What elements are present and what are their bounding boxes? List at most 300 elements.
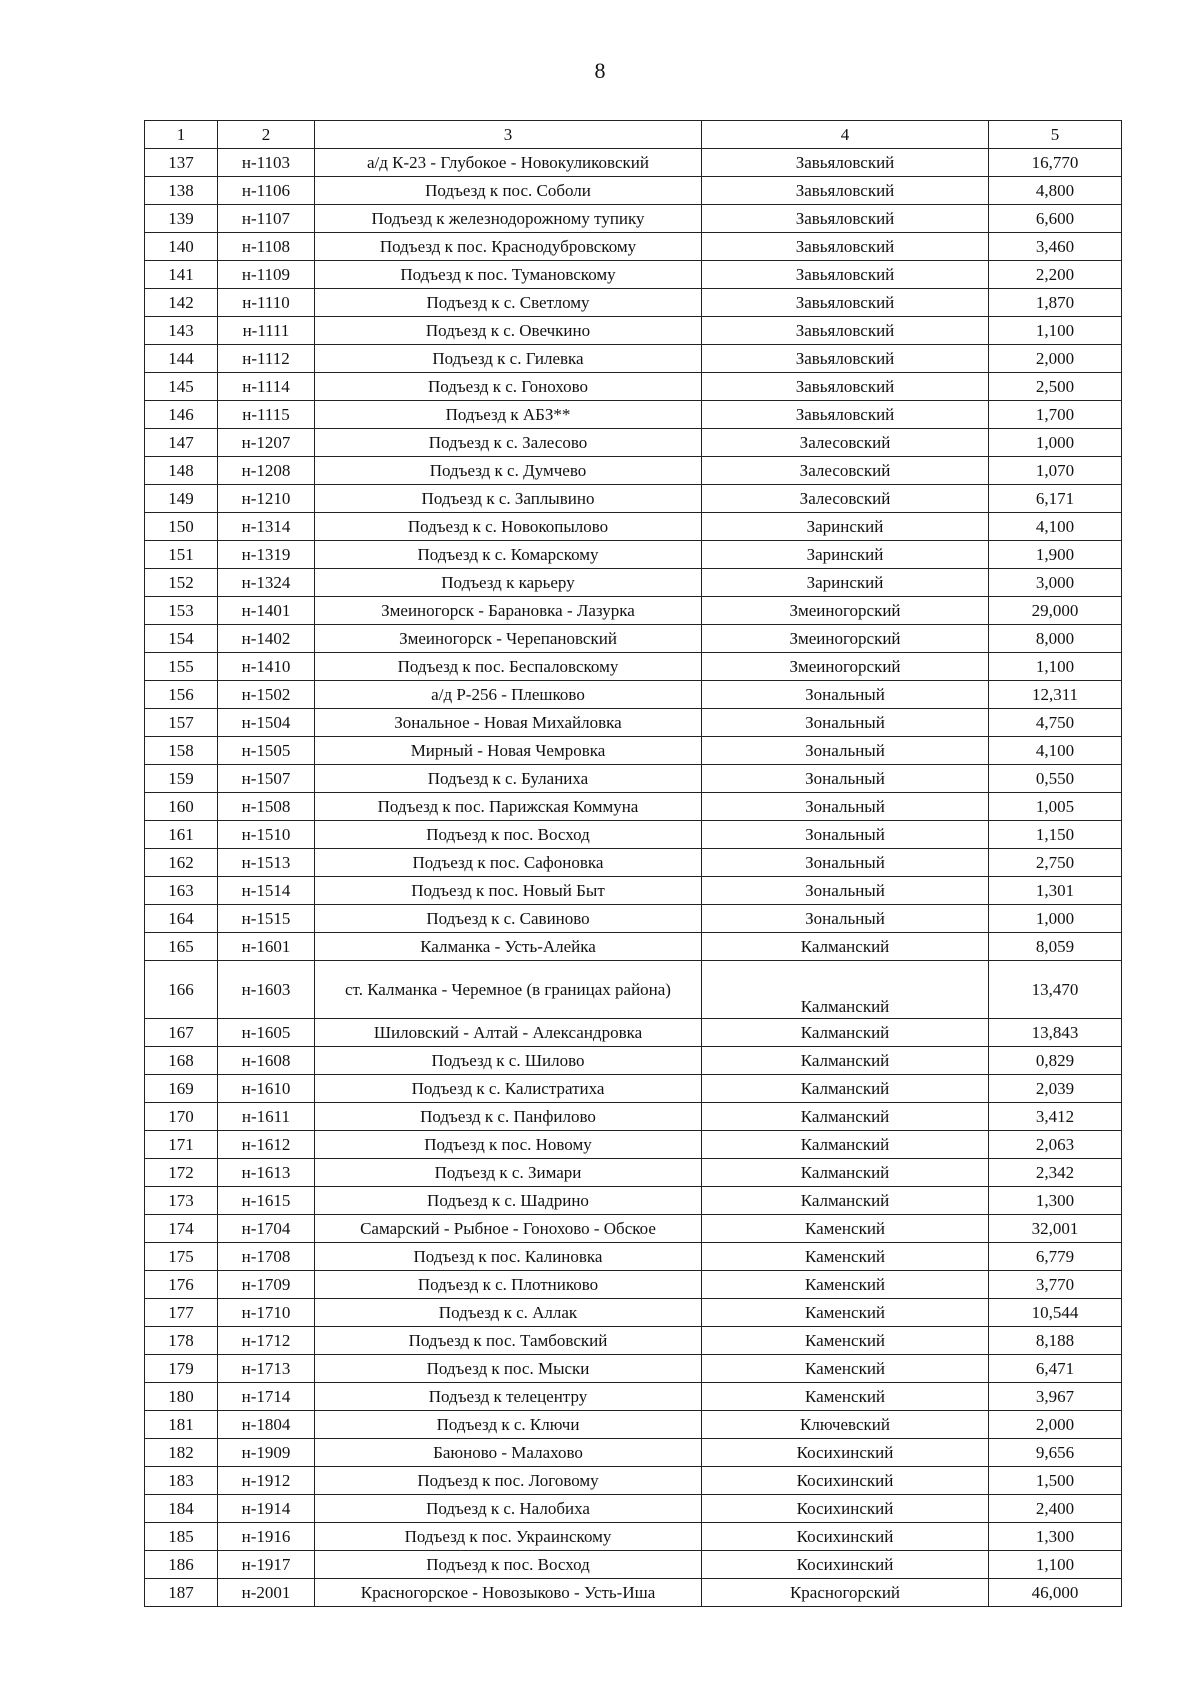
- table-row: [145, 233, 1122, 261]
- road-name-cell: Самарский - Рыбное - Гонохово - Обское: [315, 1215, 702, 1243]
- district-cell: Заринский: [702, 541, 989, 569]
- length-cell: 1,100: [989, 1551, 1122, 1579]
- road-name-cell: Змеиногорск - Барановка - Лазурка: [315, 597, 702, 625]
- road-name-cell: Подъезд к с. Шадрино: [315, 1187, 702, 1215]
- length-cell: 1,000: [989, 429, 1122, 457]
- row-number-cell: 141: [145, 261, 218, 289]
- district-cell: Зональный: [702, 821, 989, 849]
- row-number-cell: 138: [145, 177, 218, 205]
- road-name-cell: Подъезд к с. Зимари: [315, 1159, 702, 1187]
- length-cell: 4,800: [989, 177, 1122, 205]
- length-cell: 6,171: [989, 485, 1122, 513]
- table-row: [145, 1523, 1122, 1551]
- row-number-cell: 148: [145, 457, 218, 485]
- row-number-cell: 154: [145, 625, 218, 653]
- table-row: [145, 1047, 1122, 1075]
- road-name-cell: Подъезд к пос. Калиновка: [315, 1243, 702, 1271]
- table-row: [145, 513, 1122, 541]
- row-number-cell: 157: [145, 709, 218, 737]
- table-row: [145, 933, 1122, 961]
- row-number-cell: 147: [145, 429, 218, 457]
- road-name-cell: Подъезд к пос. Тумановскому: [315, 261, 702, 289]
- district-cell: Змеиногорский: [702, 625, 989, 653]
- row-number-cell: 163: [145, 877, 218, 905]
- length-cell: 1,900: [989, 541, 1122, 569]
- length-cell: 1,100: [989, 317, 1122, 345]
- length-cell: 6,600: [989, 205, 1122, 233]
- length-cell: 1,000: [989, 905, 1122, 933]
- row-number-cell: 187: [145, 1579, 218, 1607]
- district-cell: Калманский: [702, 933, 989, 961]
- district-cell: Каменский: [702, 1299, 989, 1327]
- length-cell: 1,500: [989, 1467, 1122, 1495]
- road-name-cell: Подъезд к с. Ключи: [315, 1411, 702, 1439]
- row-number-cell: 176: [145, 1271, 218, 1299]
- road-code-cell: н-1917: [218, 1551, 315, 1579]
- road-code-cell: н-1507: [218, 765, 315, 793]
- district-cell: Каменский: [702, 1383, 989, 1411]
- row-number-cell: 183: [145, 1467, 218, 1495]
- road-code-cell: н-1103: [218, 149, 315, 177]
- district-cell: Зональный: [702, 905, 989, 933]
- road-name-cell: Подъезд к пос. Краснодубровскому: [315, 233, 702, 261]
- road-code-cell: н-1111: [218, 317, 315, 345]
- length-cell: 8,188: [989, 1327, 1122, 1355]
- row-number-cell: 185: [145, 1523, 218, 1551]
- length-cell: 10,544: [989, 1299, 1122, 1327]
- row-number-cell: 175: [145, 1243, 218, 1271]
- district-cell: Завьяловский: [702, 261, 989, 289]
- district-cell: Зональный: [702, 849, 989, 877]
- table-header-row: [145, 121, 1122, 149]
- road-code-cell: н-1914: [218, 1495, 315, 1523]
- table-row: [145, 149, 1122, 177]
- table-row: [145, 681, 1122, 709]
- road-code-cell: н-1605: [218, 1019, 315, 1047]
- road-code-cell: н-1106: [218, 177, 315, 205]
- table-row: [145, 205, 1122, 233]
- row-number-cell: 169: [145, 1075, 218, 1103]
- road-name-cell: Мирный - Новая Чемровка: [315, 737, 702, 765]
- district-cell: Зональный: [702, 681, 989, 709]
- row-number-cell: 171: [145, 1131, 218, 1159]
- road-name-cell: Подъезд к АБЗ**: [315, 401, 702, 429]
- table-row: [145, 401, 1122, 429]
- district-cell: Каменский: [702, 1327, 989, 1355]
- length-cell: 1,005: [989, 793, 1122, 821]
- road-code-cell: н-1410: [218, 653, 315, 681]
- length-cell: 1,300: [989, 1523, 1122, 1551]
- table-row: [145, 1131, 1122, 1159]
- road-name-cell: Подъезд к с. Светлому: [315, 289, 702, 317]
- district-cell: Красногорский: [702, 1579, 989, 1607]
- length-cell: 16,770: [989, 149, 1122, 177]
- row-number-cell: 180: [145, 1383, 218, 1411]
- district-cell: Завьяловский: [702, 345, 989, 373]
- table-row: [145, 1551, 1122, 1579]
- district-cell: Залесовский: [702, 429, 989, 457]
- road-code-cell: н-1613: [218, 1159, 315, 1187]
- district-cell: Зональный: [702, 737, 989, 765]
- table-row: [145, 1355, 1122, 1383]
- table-row: [145, 653, 1122, 681]
- row-number-cell: 144: [145, 345, 218, 373]
- row-number-cell: 151: [145, 541, 218, 569]
- table-row: [145, 877, 1122, 905]
- row-number-cell: 146: [145, 401, 218, 429]
- district-cell: Каменский: [702, 1215, 989, 1243]
- road-code-cell: н-1610: [218, 1075, 315, 1103]
- table-row: [145, 1467, 1122, 1495]
- road-code-cell: н-1608: [218, 1047, 315, 1075]
- road-name-cell: Подъезд к железнодорожному тупику: [315, 205, 702, 233]
- road-code-cell: н-1510: [218, 821, 315, 849]
- row-number-cell: 149: [145, 485, 218, 513]
- district-cell: Каменский: [702, 1243, 989, 1271]
- table-row: [145, 1579, 1122, 1607]
- row-number-cell: 160: [145, 793, 218, 821]
- length-cell: 1,300: [989, 1187, 1122, 1215]
- row-number-cell: 158: [145, 737, 218, 765]
- road-name-cell: Зональное - Новая Михайловка: [315, 709, 702, 737]
- district-cell: Змеиногорский: [702, 597, 989, 625]
- road-name-cell: Подъезд к пос. Новому: [315, 1131, 702, 1159]
- road-name-cell: Подъезд к с. Гилевка: [315, 345, 702, 373]
- road-code-cell: н-1114: [218, 373, 315, 401]
- table-row: [145, 1103, 1122, 1131]
- district-cell: Завьяловский: [702, 317, 989, 345]
- table-row: [145, 261, 1122, 289]
- road-name-cell: Подъезд к пос. Восход: [315, 1551, 702, 1579]
- row-number-cell: 159: [145, 765, 218, 793]
- road-name-cell: Красногорское - Новозыково - Усть-Иша: [315, 1579, 702, 1607]
- length-cell: 13,470: [989, 961, 1122, 1019]
- table-row: [145, 1299, 1122, 1327]
- district-cell: Завьяловский: [702, 205, 989, 233]
- row-number-cell: 162: [145, 849, 218, 877]
- road-code-cell: н-1112: [218, 345, 315, 373]
- district-cell: Косихинский: [702, 1439, 989, 1467]
- row-number-cell: 142: [145, 289, 218, 317]
- column-header-3: 3: [315, 121, 702, 149]
- road-name-cell: Подъезд к пос. Логовому: [315, 1467, 702, 1495]
- road-name-cell: Подъезд к с. Савиново: [315, 905, 702, 933]
- table-row: [145, 485, 1122, 513]
- road-name-cell: Шиловский - Алтай - Александровка: [315, 1019, 702, 1047]
- road-code-cell: н-1513: [218, 849, 315, 877]
- table-row: [145, 625, 1122, 653]
- road-name-cell: Подъезд к с. Гонохово: [315, 373, 702, 401]
- road-name-cell: Подъезд к с. Аллак: [315, 1299, 702, 1327]
- row-number-cell: 179: [145, 1355, 218, 1383]
- table-row: [145, 709, 1122, 737]
- row-number-cell: 164: [145, 905, 218, 933]
- column-header-1: 1: [145, 121, 218, 149]
- district-cell: Змеиногорский: [702, 653, 989, 681]
- road-name-cell: Подъезд к с. Плотниково: [315, 1271, 702, 1299]
- length-cell: 1,870: [989, 289, 1122, 317]
- district-cell: Калманский: [702, 1187, 989, 1215]
- road-code-cell: н-1804: [218, 1411, 315, 1439]
- length-cell: 3,770: [989, 1271, 1122, 1299]
- district-cell: Заринский: [702, 513, 989, 541]
- road-name-cell: Подъезд к карьеру: [315, 569, 702, 597]
- length-cell: 2,400: [989, 1495, 1122, 1523]
- district-cell: Калманский: [702, 961, 989, 1019]
- row-number-cell: 161: [145, 821, 218, 849]
- district-cell: Зональный: [702, 877, 989, 905]
- table-row: [145, 569, 1122, 597]
- road-name-cell: а/д Р-256 - Плешково: [315, 681, 702, 709]
- road-code-cell: н-1109: [218, 261, 315, 289]
- road-code-cell: н-1601: [218, 933, 315, 961]
- district-cell: Завьяловский: [702, 149, 989, 177]
- district-cell: Косихинский: [702, 1523, 989, 1551]
- length-cell: 2,063: [989, 1131, 1122, 1159]
- road-name-cell: Подъезд к пос. Мыски: [315, 1355, 702, 1383]
- length-cell: 32,001: [989, 1215, 1122, 1243]
- length-cell: 1,070: [989, 457, 1122, 485]
- table-row: [145, 961, 1122, 1019]
- length-cell: 6,471: [989, 1355, 1122, 1383]
- table-row: [145, 1327, 1122, 1355]
- road-code-cell: н-1611: [218, 1103, 315, 1131]
- road-code-cell: н-1314: [218, 513, 315, 541]
- page-number: 8: [594, 58, 606, 83]
- length-cell: 1,301: [989, 877, 1122, 905]
- length-cell: 2,000: [989, 1411, 1122, 1439]
- row-number-cell: 140: [145, 233, 218, 261]
- road-name-cell: а/д К-23 - Глубокое - Новокуликовский: [315, 149, 702, 177]
- row-number-cell: 181: [145, 1411, 218, 1439]
- table-row: [145, 345, 1122, 373]
- road-code-cell: н-1704: [218, 1215, 315, 1243]
- length-cell: 46,000: [989, 1579, 1122, 1607]
- row-number-cell: 167: [145, 1019, 218, 1047]
- road-code-cell: н-1916: [218, 1523, 315, 1551]
- table-row: [145, 317, 1122, 345]
- road-name-cell: Баюново - Малахово: [315, 1439, 702, 1467]
- length-cell: 13,843: [989, 1019, 1122, 1047]
- road-name-cell: Подъезд к с. Заплывино: [315, 485, 702, 513]
- road-code-cell: н-1110: [218, 289, 315, 317]
- road-name-cell: Подъезд к с. Новокопылово: [315, 513, 702, 541]
- district-cell: Зональный: [702, 765, 989, 793]
- road-name-cell: Подъезд к с. Буланиха: [315, 765, 702, 793]
- table-row: [145, 905, 1122, 933]
- length-cell: 3,460: [989, 233, 1122, 261]
- roads-table: [144, 120, 1122, 1607]
- road-code-cell: н-1207: [218, 429, 315, 457]
- table-row: [145, 457, 1122, 485]
- district-cell: Калманский: [702, 1019, 989, 1047]
- length-cell: 12,311: [989, 681, 1122, 709]
- road-code-cell: н-1515: [218, 905, 315, 933]
- length-cell: 9,656: [989, 1439, 1122, 1467]
- table-row: [145, 429, 1122, 457]
- row-number-cell: 184: [145, 1495, 218, 1523]
- length-cell: 2,200: [989, 261, 1122, 289]
- row-number-cell: 182: [145, 1439, 218, 1467]
- district-cell: Калманский: [702, 1075, 989, 1103]
- length-cell: 2,750: [989, 849, 1122, 877]
- road-code-cell: н-1709: [218, 1271, 315, 1299]
- road-code-cell: н-1603: [218, 961, 315, 1019]
- length-cell: 3,000: [989, 569, 1122, 597]
- district-cell: Завьяловский: [702, 289, 989, 317]
- road-code-cell: н-1324: [218, 569, 315, 597]
- district-cell: Косихинский: [702, 1467, 989, 1495]
- road-name-cell: Подъезд к пос. Беспаловскому: [315, 653, 702, 681]
- length-cell: 1,100: [989, 653, 1122, 681]
- row-number-cell: 165: [145, 933, 218, 961]
- length-cell: 8,000: [989, 625, 1122, 653]
- road-code-cell: н-1319: [218, 541, 315, 569]
- table-row: [145, 765, 1122, 793]
- road-code-cell: н-1615: [218, 1187, 315, 1215]
- district-cell: Зональный: [702, 793, 989, 821]
- district-cell: Ключевский: [702, 1411, 989, 1439]
- row-number-cell: 168: [145, 1047, 218, 1075]
- road-name-cell: Подъезд к с. Думчево: [315, 457, 702, 485]
- length-cell: 1,150: [989, 821, 1122, 849]
- road-code-cell: н-1401: [218, 597, 315, 625]
- road-code-cell: н-1108: [218, 233, 315, 261]
- district-cell: Косихинский: [702, 1495, 989, 1523]
- road-name-cell: Подъезд к с. Панфилово: [315, 1103, 702, 1131]
- row-number-cell: 178: [145, 1327, 218, 1355]
- road-name-cell: Подъезд к с. Залесово: [315, 429, 702, 457]
- table-row: [145, 849, 1122, 877]
- length-cell: 8,059: [989, 933, 1122, 961]
- table-row: [145, 1187, 1122, 1215]
- road-name-cell: Подъезд к с. Овечкино: [315, 317, 702, 345]
- road-name-cell: Подъезд к пос. Парижская Коммуна: [315, 793, 702, 821]
- length-cell: 2,500: [989, 373, 1122, 401]
- table-row: [145, 1019, 1122, 1047]
- length-cell: 3,967: [989, 1383, 1122, 1411]
- row-number-cell: 186: [145, 1551, 218, 1579]
- table-row: [145, 821, 1122, 849]
- district-cell: Каменский: [702, 1271, 989, 1299]
- length-cell: 2,039: [989, 1075, 1122, 1103]
- length-cell: 4,750: [989, 709, 1122, 737]
- table-row: [145, 1495, 1122, 1523]
- column-header-4: 4: [702, 121, 989, 149]
- length-cell: 4,100: [989, 513, 1122, 541]
- road-code-cell: н-1514: [218, 877, 315, 905]
- district-cell: Завьяловский: [702, 373, 989, 401]
- district-cell: Косихинский: [702, 1551, 989, 1579]
- row-number-cell: 150: [145, 513, 218, 541]
- road-code-cell: н-1402: [218, 625, 315, 653]
- district-cell: Завьяловский: [702, 233, 989, 261]
- length-cell: 4,100: [989, 737, 1122, 765]
- road-code-cell: н-1508: [218, 793, 315, 821]
- row-number-cell: 153: [145, 597, 218, 625]
- length-cell: 1,700: [989, 401, 1122, 429]
- road-code-cell: н-1107: [218, 205, 315, 233]
- table-row: [145, 1411, 1122, 1439]
- row-number-cell: 137: [145, 149, 218, 177]
- table-row: [145, 1075, 1122, 1103]
- road-name-cell: Подъезд к пос. Восход: [315, 821, 702, 849]
- row-number-cell: 143: [145, 317, 218, 345]
- length-cell: 2,342: [989, 1159, 1122, 1187]
- length-cell: 2,000: [989, 345, 1122, 373]
- road-name-cell: ст. Калманка - Черемное (в границах района): [315, 961, 702, 1019]
- district-cell: Залесовский: [702, 485, 989, 513]
- row-number-cell: 156: [145, 681, 218, 709]
- row-number-cell: 166: [145, 961, 218, 1019]
- road-code-cell: н-1912: [218, 1467, 315, 1495]
- length-cell: 29,000: [989, 597, 1122, 625]
- table-row: [145, 1243, 1122, 1271]
- table-row: [145, 1383, 1122, 1411]
- road-code-cell: н-1710: [218, 1299, 315, 1327]
- district-cell: Калманский: [702, 1047, 989, 1075]
- length-cell: 0,550: [989, 765, 1122, 793]
- table-row: [145, 1439, 1122, 1467]
- road-code-cell: н-1708: [218, 1243, 315, 1271]
- road-code-cell: н-2001: [218, 1579, 315, 1607]
- road-name-cell: Подъезд к с. Калистратиха: [315, 1075, 702, 1103]
- road-name-cell: Подъезд к с. Шилово: [315, 1047, 702, 1075]
- road-code-cell: н-1210: [218, 485, 315, 513]
- table-row: [145, 177, 1122, 205]
- road-code-cell: н-1208: [218, 457, 315, 485]
- road-code-cell: н-1115: [218, 401, 315, 429]
- length-cell: 3,412: [989, 1103, 1122, 1131]
- row-number-cell: 152: [145, 569, 218, 597]
- road-name-cell: Подъезд к пос. Соболи: [315, 177, 702, 205]
- road-name-cell: Подъезд к пос. Сафоновка: [315, 849, 702, 877]
- table-row: [145, 737, 1122, 765]
- road-name-cell: Подъезд к пос. Украинскому: [315, 1523, 702, 1551]
- length-cell: 0,829: [989, 1047, 1122, 1075]
- district-cell: Заринский: [702, 569, 989, 597]
- row-number-cell: 177: [145, 1299, 218, 1327]
- road-code-cell: н-1713: [218, 1355, 315, 1383]
- road-code-cell: н-1505: [218, 737, 315, 765]
- table-row: [145, 1159, 1122, 1187]
- row-number-cell: 173: [145, 1187, 218, 1215]
- road-name-cell: Подъезд к с. Налобиха: [315, 1495, 702, 1523]
- road-name-cell: Подъезд к пос. Новый Быт: [315, 877, 702, 905]
- road-code-cell: н-1612: [218, 1131, 315, 1159]
- table-row: [145, 1215, 1122, 1243]
- road-name-cell: Подъезд к телецентру: [315, 1383, 702, 1411]
- length-cell: 6,779: [989, 1243, 1122, 1271]
- district-cell: Калманский: [702, 1159, 989, 1187]
- road-name-cell: Змеиногорск - Черепановский: [315, 625, 702, 653]
- row-number-cell: 170: [145, 1103, 218, 1131]
- table-row: [145, 289, 1122, 317]
- district-cell: Завьяловский: [702, 401, 989, 429]
- road-name-cell: Калманка - Усть-Алейка: [315, 933, 702, 961]
- district-cell: Завьяловский: [702, 177, 989, 205]
- table-row: [145, 793, 1122, 821]
- row-number-cell: 139: [145, 205, 218, 233]
- road-code-cell: н-1714: [218, 1383, 315, 1411]
- district-cell: Каменский: [702, 1355, 989, 1383]
- row-number-cell: 172: [145, 1159, 218, 1187]
- district-cell: Залесовский: [702, 457, 989, 485]
- row-number-cell: 145: [145, 373, 218, 401]
- column-header-2: 2: [218, 121, 315, 149]
- district-cell: Калманский: [702, 1131, 989, 1159]
- table-row: [145, 1271, 1122, 1299]
